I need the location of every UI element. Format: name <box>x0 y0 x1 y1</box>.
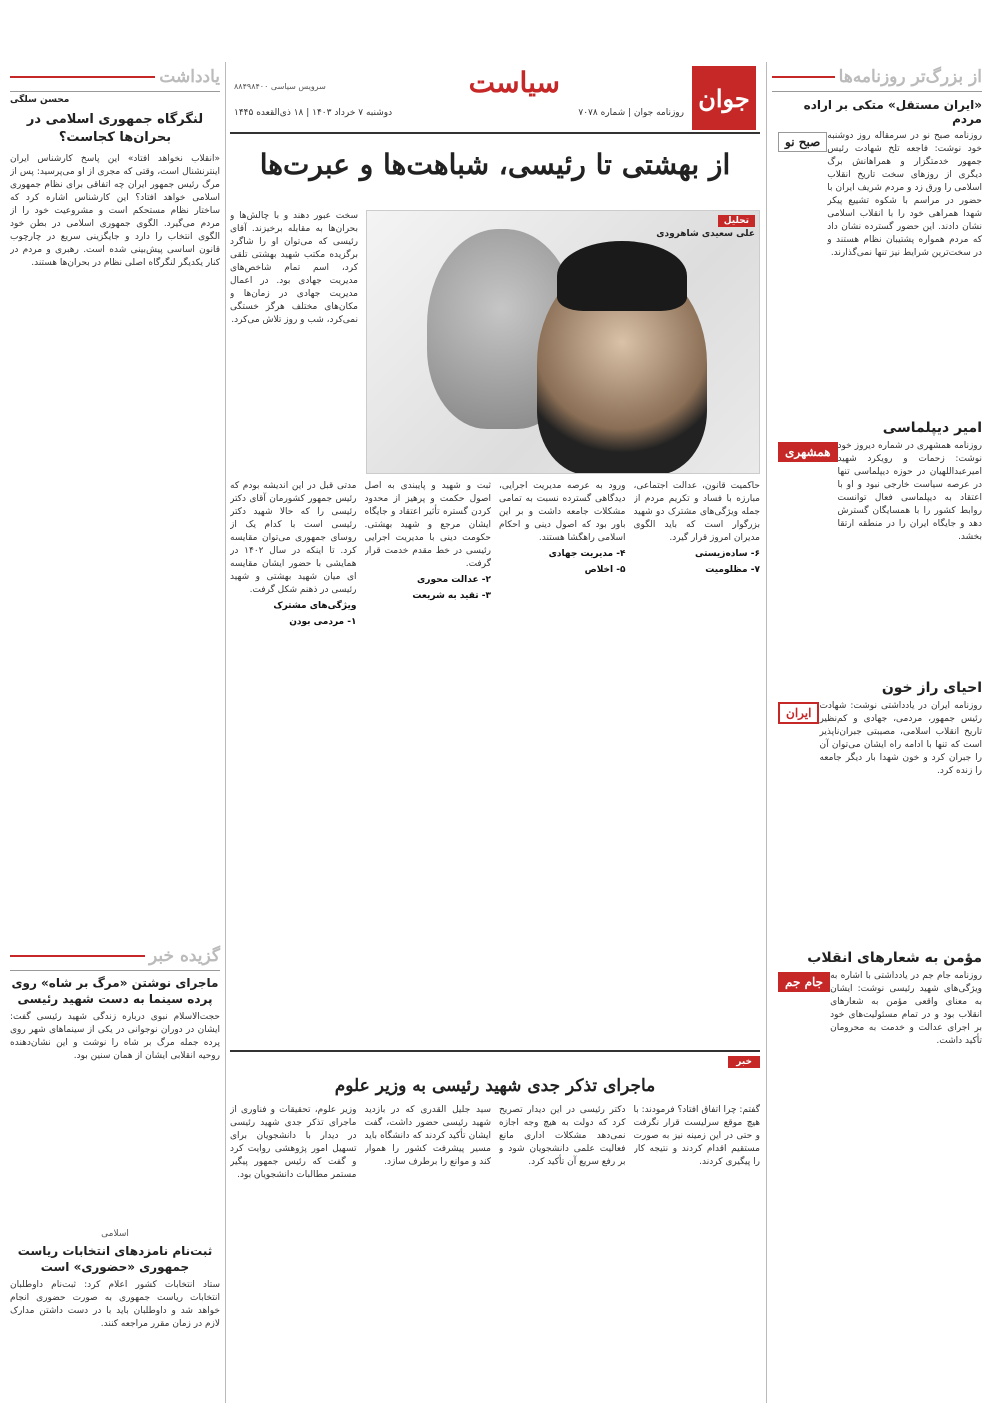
news-brief-title: گزیده خبر <box>149 945 220 966</box>
issue-date: دوشنبه ۷ خرداد ۱۴۰۳ | ۱۸ ذی‌القعده ۱۴۴۵ <box>234 108 393 118</box>
lead-photo <box>366 210 760 474</box>
newspaper-logo: همشهری <box>778 442 838 462</box>
press-item-text: روزنامه جام جم در یادداشتی با اشاره به ویژگی‌های شهید رئیسی نوشت: ایشان به معنای واقعی مؤمن به شعارهای انقلاب بود و در تمام مسئولیت‌های خود بر اجرای عدالت و خدمت به محرومان تأکید داشت. <box>830 971 982 1046</box>
press-item <box>772 680 982 940</box>
news-body <box>230 1104 760 1404</box>
press-item <box>772 420 982 670</box>
article-subhead: ۱- مردمی بودن <box>289 617 357 627</box>
press-item-text: روزنامه همشهری در شماره دیروز خود نوشت: زحمات و رویکرد شهید امیرعبداللهیان در حوزه دیپلماسی تنها در عرصه سیاست خارجی نبود و او با اعتقاد به دیپلماسی فعال توانست روابط کشور را با همسایگان گسترش دهد و جایگاه ایران را در منطقه ارتقا بخشد. <box>837 441 982 542</box>
brief-news-title: ماجرای نوشتن «مرگ بر شاه» روی پرده سینما به دست شهید رئیسی <box>11 976 219 1006</box>
brief-news-text: ستاد انتخابات کشور اعلام کرد: ثبت‌نام داوطلبان انتخابات ریاست جمهوری به صورت حضوری انجام خواهد شد و داوطلبان باید با در دست داشتن مدارک لازم در زمان مقرر مراجعه کنند. <box>10 1280 220 1329</box>
service-phone: سرویس سیاسی ۸۸۴۹۸۴۰۰ <box>234 82 326 91</box>
article-column <box>365 480 492 1040</box>
news-column: سید جلیل القدری که در بازدید شهید رئیسی حضور داشت، گفت ایشان تأکید کردند که دانشگاه باید مسیر پیشرفت کشور را هموار کند و موانع را برطرف سازد. <box>364 1105 491 1167</box>
press-item <box>772 98 982 410</box>
article-paragraph: ورود به عرصه مدیریت اجرایی، دیدگاهی گسترده نسبت به تمامی مشکلات جامعه داشت و بر این باور بود که اصول دینی و احکام اسلامی راهگشا هستند. <box>499 481 626 543</box>
news-column: وزیر علوم، تحقیقات و فناوری از ماجرای تذکر جدی شهید رئیسی در دیدار با دانشجویان برای تسهیل امور پژوهشی روایت کرد و گفت که رئیس جمهور پیگیر مستمر مطالبات دانشجویان بود. <box>230 1105 357 1180</box>
news-column: گفتم: چرا اتفاق افتاد؟ فرمودند: با هیچ موقع سرلیست قرار نگرفت و حتی در این زمینه نیز به صورت مستقیم اقدام کردند و نتیجه کار را پیگیری کردند. <box>633 1105 760 1167</box>
press-item-title: امیر دیپلماسی <box>882 420 982 436</box>
issue-line <box>234 108 684 118</box>
byline <box>656 215 755 239</box>
news-brief-header <box>10 941 220 971</box>
note-header-title: یادداشت <box>159 66 220 87</box>
article-subhead: ۴- مدیریت جهادی <box>548 549 626 559</box>
lead-text: سخت عبور دهند و با چالش‌ها و بحران‌ها به مقابله برخیزند. آقای رئیسی که می‌توان او را شاگرد برگزیده مکتب شهید بهشتی تلقی کرد، اسم تمام شاخص‌های مدیریت جهادی بود. در اعمال مدیریت جهادی در زمان‌ها و مکان‌های مختلف هرگز خستگی نمی‌کرد، شب و روز تلاش می‌کرد. <box>230 211 358 325</box>
press-review-title: از بزرگ‌تر روزنامه‌ها <box>838 66 982 87</box>
news-column: دکتر رئیسی در این دیدار تصریح کرد که دولت به هیچ وجه اجازه نمی‌دهد مشکلات اداری مانع فعالیت علمی دانشجویان شود و بر رفع سریع آن تأکید کرد. <box>499 1105 626 1167</box>
article-paragraph: حاکمیت قانون، عدالت اجتماعی، مبارزه با فساد و تکریم مردم از جمله ویژگی‌های مشترک دو شهید بزرگوار است که باید الگوی مدیران امروز قرار گیرد. <box>633 481 760 543</box>
header-rule <box>10 955 145 957</box>
press-item-title: احیای راز خون <box>881 680 982 696</box>
header-rule <box>772 76 835 78</box>
brief-news-title: ثبت‌نام نامزدهای انتخابات ریاست جمهوری «حضوری» است <box>17 1244 213 1274</box>
column-divider <box>766 62 767 1403</box>
portrait-turban <box>557 241 687 311</box>
news-tag: خبر <box>728 1056 760 1068</box>
press-item-text: روزنامه صبح نو در سرمقاله روز دوشنبه خود نوشت: فاجعه تلخ شهادت رئیس جمهور خدمتگزار و همراهانش برگ دیگری از روزهای سخت تاریخ انقلاب اسلامی را ورق زد و مردم شریف ایران با حضور در مراسم با شکوه تشییع پیکر شهدا همراهی خود را با انقلاب اسلامی نشان دادند. این حضور گسترده نشان داد که مردم همواره پشتیبان نظام هستند و در سخت‌ترین شرایط نیز تنها نمی‌گذارند. <box>827 131 982 258</box>
press-item-title: «ایران مستقل» متکی بر اراده مردم <box>803 98 982 126</box>
column-divider <box>225 62 226 1403</box>
note-text: «انقلاب نخواهد افتاد» این پاسخ کارشناس ایران اینترنشنال است، وقتی که مجری از او می‌پرسید: پس از مرگ رئیس جمهور ایران چه اتفاقی برای نظام جمهوری اسلامی خواهد افتاد؟ این کارشناس اشاره کرد که ساختار نظام مستحکم است و مشروعیت خود را از مردم می‌گیرد. الگوی جمهوری اسلامی در بطن خود الگوی انتخاب را دارد و جایگزینی سریع در چارچوب قانون اساسی پیش‌بینی شده است. رهبری و مردم در کنار یکدیگر لنگرگاه اصلی نظام در بحران‌ها هستند. <box>10 154 220 268</box>
article-paragraph: مدتی قبل در این اندیشه بودم که رئیس جمهور کشورمان آقای دکتر رئیسی را که حالا شهید دکتر رئیسی است با کدام یک از روسای جمهوری می‌توان مقایسه کرد. تا اینکه در سال ۱۴۰۲ در همایشی با حضور ایشان مقایسه ای میان شهید بهشتی و شهید رئیسی در ذهنم شکل گرفت. <box>230 481 357 595</box>
header-rule <box>10 76 155 78</box>
note-column <box>10 62 220 1417</box>
analysis-tag: تحلیل <box>718 215 755 227</box>
article-subhead: ۳- تقید به شریعت <box>412 591 491 601</box>
brief-news-text: حجت‌الاسلام نبوی درباره زندگی شهید رئیسی گفت: ایشان در دوران نوجوانی در یکی از سینماهای شهر روی پرده جمله مرگ بر شاه را نوشت و این نشان‌دهنده روحیه انقلابی ایشان از همان سنین بود. <box>10 1012 220 1061</box>
article-body <box>230 480 760 1040</box>
byline-author: علی سعیدی شاهرودی <box>656 229 755 239</box>
press-review-header <box>772 62 982 92</box>
note-title: لنگرگاه جمهوری اسلامی در بحران‌ها کجاست؟ <box>26 112 204 145</box>
article-subhead: ۲- عدالت محوری <box>417 575 491 585</box>
masthead <box>230 62 760 134</box>
press-item <box>772 950 982 1240</box>
press-item-title: مؤمن به شعارهای انقلاب <box>807 950 982 966</box>
newspaper-logo: صبح نو <box>778 132 827 152</box>
article-column <box>499 480 626 1040</box>
brief-news-label: اسلامی <box>101 1229 129 1239</box>
press-item-text: روزنامه ایران در یادداشتی نوشت: شهادت رئیس جمهور، مردمی، جهادی و کم‌نظیر تاریخ انقلاب اسلامی، مصیبتی جبران‌ناپذیر است که تنها با ادامه راه ایشان می‌توان آن را جبران کرد و خون شهدا بار دیگر جامعه را زنده کرد. <box>819 701 982 776</box>
article-subhead: ۷- مظلومیت <box>705 565 760 575</box>
article-column <box>230 480 357 1040</box>
news-title: ماجرای تذکر جدی شهید رئیسی به وزیر علوم <box>334 1076 656 1096</box>
article-subhead: ویژگی‌های مشترک <box>273 601 357 611</box>
press-review-column <box>772 62 982 1240</box>
news-strip <box>230 1050 760 1404</box>
issue-number: روزنامه جوان | شماره ۷۰۷۸ <box>578 108 684 118</box>
article-paragraph: ثبت و شهید و پایبندی به اصل اصول حکمت و پرهیز از محدود کردن گستره تأثیر اعتقاد و جایگاه ایشان مرجع و شهید بهشتی. حکومت دینی با مدیریت اجرایی رئیسی در خط مقدم خدمت قرار گرفت. <box>364 481 491 569</box>
newspaper-logo: ایران <box>778 702 819 724</box>
article-subhead: ۶- ساده‌زیستی <box>694 549 760 559</box>
article-column <box>634 480 761 1040</box>
main-headline: از بهشتی تا رئیسی، شباهت‌ها و عبرت‌ها <box>259 148 731 181</box>
note-author: محسن سلگی <box>10 95 70 105</box>
article-subhead: ۵- اخلاص <box>584 565 626 575</box>
brand-logo: جوان <box>692 66 756 130</box>
newspaper-logo: جام جم <box>778 972 830 992</box>
section-title: سیاست <box>468 66 560 99</box>
note-header <box>10 62 220 92</box>
